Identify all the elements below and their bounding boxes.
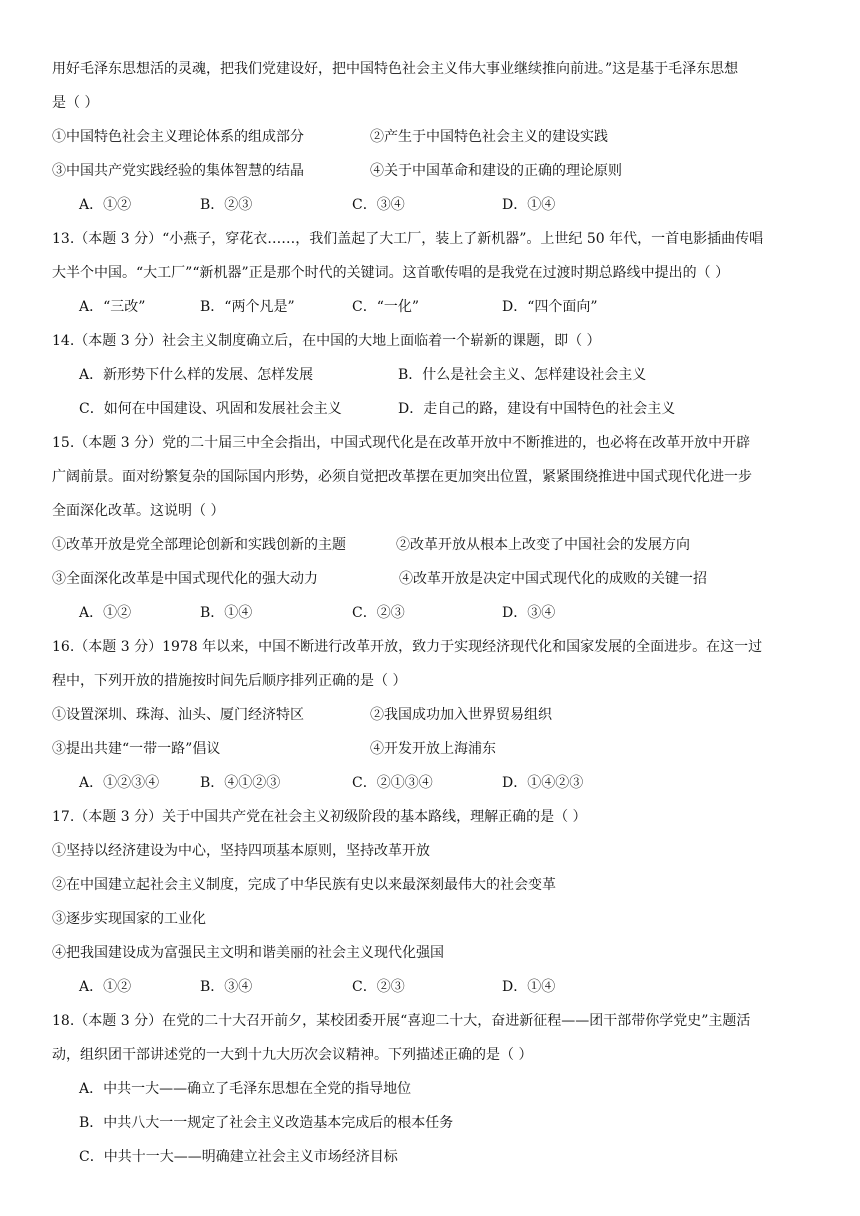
q18-stem-line-1: 18.（本题 3 分）在党的二十大召开前夕，某校团委开展“喜迎二十大，奋进新征程——团干部带你学党史”主题活 — [52, 1013, 751, 1029]
q15-statement-1: ①改革开放是党全部理论创新和实践创新的主题 — [52, 537, 346, 553]
q17-statement-2: ②在中国建立起社会主义制度，完成了中华民族有史以来最深刻最伟大的社会变革 — [52, 877, 556, 893]
q17-option-c: C．②③ — [352, 979, 405, 995]
q18-stem-line-2: 动，组织团干部讲述党的一大到十九大历次会议精神。下列描述正确的是（ ） — [52, 1047, 533, 1063]
q12-option-c: C．③④ — [352, 197, 405, 213]
q15-statement-3: ③全面深化改革是中国式现代化的强大动力 — [52, 571, 318, 587]
q15-option-a: A．①② — [79, 605, 132, 621]
q12-statement-2: ②产生于中国特色社会主义的建设实践 — [370, 129, 608, 145]
q16-option-c: C．②①③④ — [352, 775, 433, 791]
q15-option-c: C．②③ — [352, 605, 405, 621]
q17-option-d: D．①④ — [502, 979, 556, 995]
q16-statement-2: ②我国成功加入世界贸易组织 — [370, 707, 552, 723]
q14-option-a: A．新形势下什么样的发展、怎样发展 — [79, 367, 314, 383]
q12-statement-3: ③中国共产党实践经验的集体智慧的结晶 — [52, 163, 304, 179]
q17-statement-3: ③逐步实现国家的工业化 — [52, 911, 206, 927]
q15-option-d: D．③④ — [502, 605, 556, 621]
q13-option-b: B．“两个凡是” — [200, 299, 295, 315]
q13-option-a: A．“三改” — [79, 299, 146, 315]
q17-option-b: B．③④ — [200, 979, 253, 995]
q17-statement-4: ④把我国建设成为富强民主文明和谐美丽的社会主义现代化强国 — [52, 945, 444, 961]
q12-option-a: A．①② — [79, 197, 132, 213]
q15-stem-line-2: 广阔前景。面对纷繁复杂的国际国内形势，必须自觉把改革摆在更加突出位置，紧紧围绕推进中国式现代化进一步 — [52, 469, 752, 485]
q17-statement-1: ①坚持以经济建设为中心，坚持四项基本原则，坚持改革开放 — [52, 843, 430, 859]
q16-statement-3: ③提出共建“一带一路”倡议 — [52, 741, 221, 757]
q16-option-d: D．①④②③ — [502, 775, 584, 791]
q17-option-a: A．①② — [79, 979, 132, 995]
q14-option-c: C．如何在中国建设、巩固和发展社会主义 — [79, 401, 342, 417]
q18-option-a: A．中共一大——确立了毛泽东思想在全党的指导地位 — [79, 1081, 412, 1097]
q16-stem-line-2: 程中，下列开放的措施按时间先后顺序排列正确的是（ ） — [52, 673, 407, 689]
q12-stem-line-1: 用好毛泽东思想活的灵魂，把我们党建设好，把中国特色社会主义伟大事业继续推向前进。”这是基于毛泽东思想 — [52, 61, 739, 77]
q12-statement-1: ①中国特色社会主义理论体系的组成部分 — [52, 129, 304, 145]
q14-option-b: B．什么是社会主义、怎样建设社会主义 — [398, 367, 647, 383]
q16-option-b: B．④①②③ — [200, 775, 281, 791]
q16-option-a: A．①②③④ — [79, 775, 160, 791]
q13-option-c: C．“一化” — [352, 299, 420, 315]
q16-stem-line-1: 16.（本题 3 分）1978 年以来，中国不断进行改革开放，致力于实现经济现代化和国家发展的全面进步。在这一过 — [52, 639, 763, 655]
q18-option-c: C．中共十一大——明确建立社会主义市场经济目标 — [79, 1149, 398, 1165]
q12-option-b: B．②③ — [200, 197, 253, 213]
q15-statement-2: ②改革开放从根本上改变了中国社会的发展方向 — [396, 537, 690, 553]
q12-statement-4: ④关于中国革命和建设的正确的理论原则 — [370, 163, 622, 179]
q14-stem: 14.（本题 3 分）社会主义制度确立后，在中国的大地上面临着一个崭新的课题，即（ ） — [52, 333, 601, 349]
q16-statement-1: ①设置深圳、珠海、汕头、厦门经济特区 — [52, 707, 304, 723]
q14-option-d: D．走自己的路，建设有中国特色的社会主义 — [398, 401, 676, 417]
q12-stem-line-2: 是（ ） — [52, 95, 99, 111]
q15-option-b: B．①④ — [200, 605, 253, 621]
q17-stem: 17.（本题 3 分）关于中国共产党在社会主义初级阶段的基本路线，理解正确的是（ ） — [52, 809, 587, 825]
q13-stem-line-1: 13.（本题 3 分）“小燕子，穿花衣……，我们盖起了大工厂，装上了新机器”。上世纪 50 年代，一首电影插曲传唱 — [52, 231, 764, 247]
q16-statement-4: ④开发开放上海浦东 — [370, 741, 496, 757]
q18-option-b: B．中共八大一一规定了社会主义改造基本完成后的根本任务 — [79, 1115, 454, 1131]
q12-option-d: D．①④ — [502, 197, 556, 213]
q15-stem-line-3: 全面深化改革。这说明（ ） — [52, 503, 225, 519]
q13-stem-line-2: 大半个中国。“大工厂”“新机器”正是那个时代的关键词。这首歌传唱的是我党在过渡时期总路线中提出的（ ） — [52, 265, 730, 281]
q13-option-d: D．“四个面向” — [502, 299, 598, 315]
q15-statement-4: ④改革开放是决定中国式现代化的成败的关键一招 — [399, 571, 707, 587]
q15-stem-line-1: 15.（本题 3 分）党的二十届三中全会指出，中国式现代化是在改革开放中不断推进的，也必将在改革开放中开辟 — [52, 435, 751, 451]
